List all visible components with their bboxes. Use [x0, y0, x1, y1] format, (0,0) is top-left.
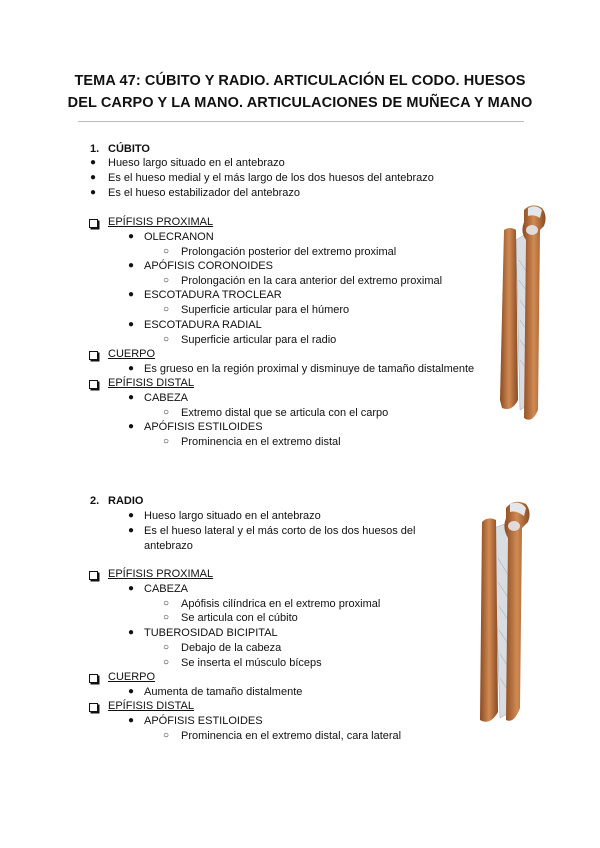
section-number-cubito: 1.	[90, 143, 100, 155]
cubito-ed-item-2: APÓFISIS ESTILOIDES	[144, 421, 263, 433]
circle-bullet-icon	[163, 406, 169, 420]
cubito-bullet-1: Hueso largo situado en el antebrazo	[108, 157, 285, 169]
checkbox-icon	[89, 703, 98, 712]
bullet-icon	[128, 259, 134, 273]
checkbox-icon	[89, 351, 98, 360]
circle-bullet-icon	[163, 333, 169, 347]
bullet-icon	[90, 171, 96, 185]
bullet-icon	[128, 420, 134, 434]
radio-bullet-2-cont: antebrazo	[144, 540, 193, 552]
radio-ep-cabeza: CABEZA	[144, 583, 189, 595]
cubito-ep-item-3: ESCOTADURA TROCLEAR	[144, 289, 282, 301]
radio-cuerpo-label: CUERPO	[108, 671, 156, 683]
cubito-ep-item-2: APÓFISIS CORONOIDES	[144, 260, 273, 272]
cubito-cuerpo-label: CUERPO	[108, 348, 156, 360]
circle-bullet-icon	[163, 656, 169, 670]
bullet-icon	[128, 318, 134, 332]
radio-ed-desc-1: Prominencia en el extremo distal, cara lateral	[181, 730, 402, 742]
cubito-ed-item-1: CABEZA	[144, 392, 189, 404]
radio-ep-cabeza-desc-1: Apófisis cilíndrica en el extremo proximal	[181, 598, 381, 610]
bullet-icon	[128, 362, 134, 376]
cubito-ep-desc-3: Superficie articular para el húmero	[181, 304, 350, 316]
cubito-ep-desc-2: Prolongación en la cara anterior del extremo proximal	[181, 275, 443, 287]
bullet-icon	[128, 391, 134, 405]
cubito-ed-desc-2: Prominencia en el extremo distal	[181, 436, 341, 448]
radio-cuerpo-item: Aumenta de tamaño distalmente	[144, 686, 303, 698]
document-title	[40, 70, 560, 114]
radio-ep-tuberosidad-desc-2: Se inserta el músculo bíceps	[181, 657, 322, 669]
title-line-1: TEMA 47: CÚBITO Y RADIO. ARTICULACIÓN EL CODO. HUESOS	[74, 73, 526, 89]
cubito-ep-desc-4: Superficie articular para el radio	[181, 334, 337, 346]
circle-bullet-icon	[163, 611, 169, 625]
circle-bullet-icon	[163, 641, 169, 655]
radio-ep-tuberosidad-desc-1: Debajo de la cabeza	[181, 642, 282, 654]
cubito-bullet-2: Es el hueso medial y el más largo de los dos huesos del antebrazo	[108, 172, 434, 184]
radius-ulna-illustration	[476, 498, 538, 728]
circle-bullet-icon	[163, 303, 169, 317]
cubito-ep-item-1: OLECRANON	[144, 231, 214, 243]
bullet-icon	[128, 230, 134, 244]
checkbox-icon	[89, 219, 98, 228]
bullet-icon	[128, 626, 134, 640]
ulna-radius-illustration	[494, 200, 554, 428]
cubito-ed-desc-1: Extremo distal que se articula con el carpo	[181, 407, 389, 419]
checkbox-icon	[89, 571, 98, 580]
checkbox-icon	[89, 674, 98, 683]
section-heading-radio: RADIO	[108, 495, 144, 507]
radio-epifisis-proximal-label: EPÍFISIS PROXIMAL	[108, 568, 214, 580]
cubito-epifisis-distal-label: EPÍFISIS DISTAL	[108, 377, 194, 389]
cubito-epifisis-proximal-label: EPÍFISIS PROXIMAL	[108, 216, 214, 228]
circle-bullet-icon	[163, 245, 169, 259]
title-line-2: DEL CARPO Y LA MANO. ARTICULACIONES DE MUÑECA Y MANO	[67, 95, 533, 111]
cubito-ep-desc-1: Prolongación posterior del extremo proximal	[181, 246, 397, 258]
checkbox-icon	[89, 380, 98, 389]
bullet-icon	[90, 156, 96, 170]
circle-bullet-icon	[163, 729, 169, 743]
bullet-icon	[128, 524, 134, 538]
bullet-icon	[128, 509, 134, 523]
cubito-ep-item-4: ESCOTADURA RADIAL	[144, 319, 262, 331]
bullet-icon	[90, 186, 96, 200]
title-divider	[78, 121, 524, 122]
radio-bullet-1: Hueso largo situado en el antebrazo	[144, 510, 321, 522]
bullet-icon	[128, 582, 134, 596]
radio-ep-cabeza-desc-2: Se articula con el cúbito	[181, 612, 298, 624]
circle-bullet-icon	[163, 597, 169, 611]
section-number-radio: 2.	[90, 495, 100, 507]
radio-epifisis-distal-label: EPÍFISIS DISTAL	[108, 700, 194, 712]
cubito-cuerpo-item: Es grueso en la región proximal y disminuye de tamaño distalmente	[144, 363, 475, 375]
bullet-icon	[128, 685, 134, 699]
bullet-icon	[128, 288, 134, 302]
section-heading-cubito: CÚBITO	[108, 143, 150, 155]
radio-ed-item-1: APÓFISIS ESTILOIDES	[144, 715, 263, 727]
cubito-bullet-3: Es el hueso estabilizador del antebrazo	[108, 187, 301, 199]
bullet-icon	[128, 714, 134, 728]
circle-bullet-icon	[163, 435, 169, 449]
radio-bullet-2: Es el hueso lateral y el más corto de los dos huesos del	[144, 525, 416, 537]
radio-ep-tuberosidad: TUBEROSIDAD BICIPITAL	[144, 627, 278, 639]
circle-bullet-icon	[163, 274, 169, 288]
